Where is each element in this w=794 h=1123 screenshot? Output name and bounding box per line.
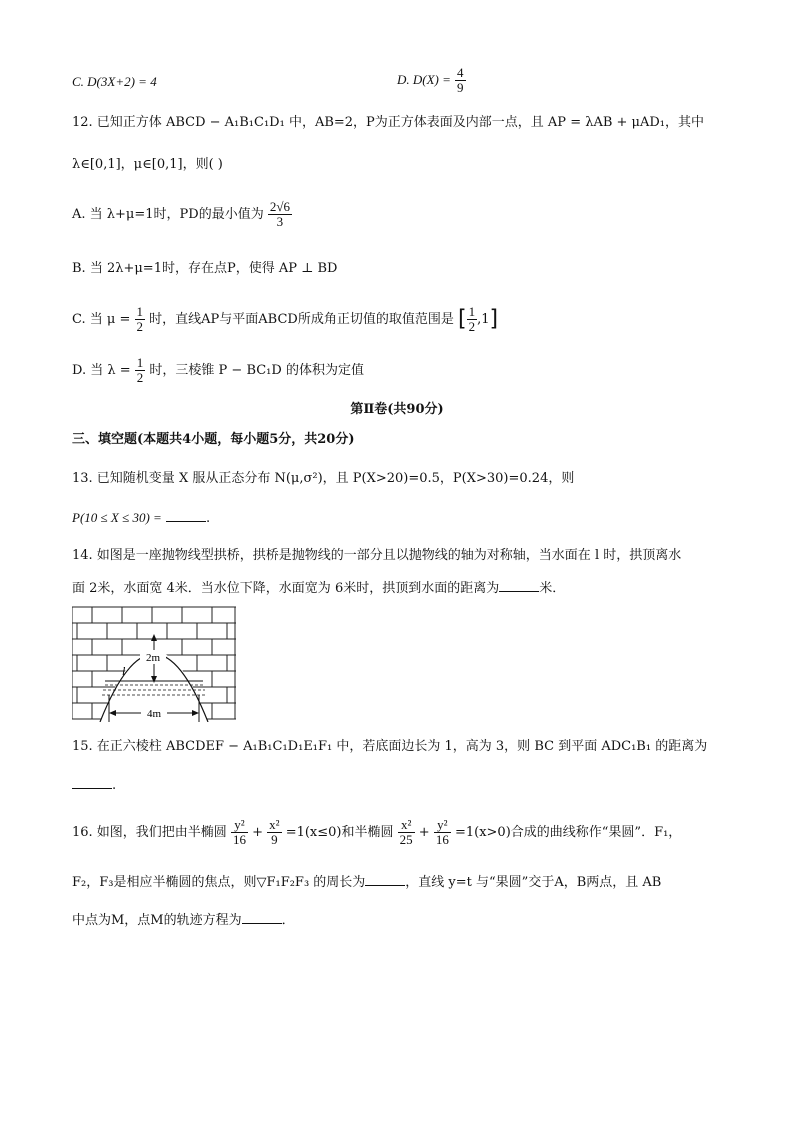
section-2-title: 第Ⅱ卷(共90分) [350,402,444,417]
q16-line2: F₂，F₃是相应半椭圆的焦点，则▽F₁F₂F₃ 的周长为 ，直线 y=t 与“果圆”交于A，B两点，且 AB [72,875,662,890]
water-level-label: l [122,664,126,678]
q12-option-a: A. 当 λ+μ=1时，PD的最小值为 $\frac{2√6}{3}$ [72,199,290,229]
q13-line2: P(10 ≤ X ≤ 30) = . [72,510,211,526]
q14-answer-blank [499,579,539,592]
q14-line2: 面 2米，水面宽 4米．当水位下降，水面宽为 6米时，拱顶到水面的距离为 米． [72,581,566,596]
q11-option-d: D. D(X) = $\frac{4}{9}$ [397,65,464,95]
arch-bridge-figure [72,606,236,722]
q12-option-c: C. 当 μ = $\frac{1}{2}$ 时，直线AP与平面ABCD所成角正切值的取值范围是 [ $\frac{1}{2}$ ,1] [72,304,499,334]
q16-locus-blank [242,911,282,924]
q16-perimeter-blank [365,873,405,886]
section-3-title: 三、填空题(本题共4小题，每小题5分，共20分) [72,432,355,447]
height-label: 2m [145,652,161,664]
q12-option-d: D. 当 λ = $\frac{1}{2}$ 时，三棱锥 P − BC₁D 的体积为定值 [72,355,364,385]
q13-answer-blank [166,509,206,522]
q12-option-b: B. 当 2λ+μ=1时，存在点P，使得 AP ⊥ BD [72,261,338,276]
q12-stem-line2: λ∈[0,1]，μ∈[0,1]，则( ) [72,157,223,172]
width-label: 4m [146,708,162,720]
q14-line1: 14. 如图是一座抛物线型拱桥，拱桥是抛物线的一部分且以抛物线的轴为对称轴，当水面在 l 时，拱顶离水 [72,548,682,563]
q11-option-c: C. D(3X+2) = 4 [72,74,157,89]
q11-d-fraction: $\frac{4}{9}$ [457,65,464,95]
q15-line1: 15. 在正六棱柱 ABCDEF − A₁B₁C₁D₁E₁F₁ 中，若底面边长为 1，高为 3，则 BC 到平面 ADC₁B₁ 的距离为 [72,739,708,754]
q16-line1: 16. 如图，我们把由半椭圆 $\frac{\text{y²}}{16}$ + $\frac{\text{x²}}{9}$ =1(x≤0)和半椭圆 $\frac{\text{x²}}{25}$ + $\frac{\text{y²}}{16}$ =1(x>0)合成的曲线称作“果圆”．F₁， [72,817,682,847]
q12-stem-line1: 12. 已知正方体 ABCD − A₁B₁C₁D₁ 中，AB=2，P为正方体表面及内部一点，且 AP = λAB + μAD₁，其中 [72,115,705,130]
q12-a-fraction: $\frac{2√6}{3}$ [269,199,290,229]
q15-answer-blank [72,776,112,789]
q16-line3: 中点为M，点M的轨迹方程为 ． [72,913,295,928]
q13-line1: 13. 已知随机变量 X 服从正态分布 N(μ,σ²)，且 P(X>20)=0.5，P(X>30)=0.24，则 [72,471,575,486]
q15-line2: . [72,776,116,795]
